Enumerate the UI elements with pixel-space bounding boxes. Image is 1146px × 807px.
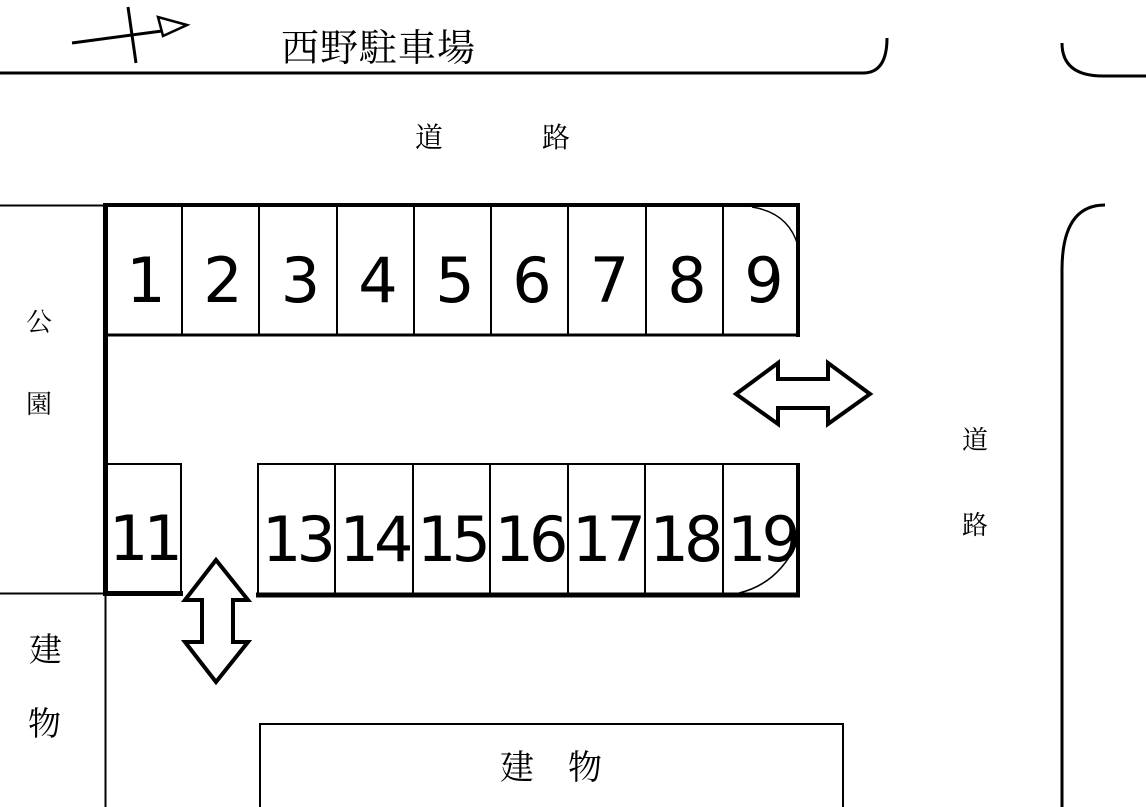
road-label-right-char-2: 路 <box>962 511 989 541</box>
space-number: 19 <box>727 502 796 576</box>
space-number: 3 <box>280 243 316 317</box>
road-label-top-char-2: 路 <box>542 121 571 154</box>
parking-space-11 <box>105 463 182 593</box>
space-number: 18 <box>649 502 719 576</box>
space-number: 9 <box>744 243 779 317</box>
parking-space-3 <box>259 205 337 335</box>
parking-space-5 <box>414 205 491 335</box>
parking-space-18 <box>645 463 723 595</box>
parking-space-16 <box>490 463 568 595</box>
parking-space-13 <box>258 463 335 595</box>
space-number: 8 <box>667 243 702 317</box>
parking-space-7 <box>568 205 646 335</box>
space-number: 14 <box>339 502 409 576</box>
space-number: 2 <box>203 243 238 317</box>
two-way-arrow-vertical-icon <box>185 560 248 682</box>
map-title: 西野駐車場 <box>281 26 477 70</box>
building-west-label-char-2: 物 <box>28 704 61 743</box>
space-number: 7 <box>589 243 625 317</box>
space-number: 6 <box>512 243 547 317</box>
parking-space-14 <box>335 463 413 595</box>
parking-space-2 <box>182 205 259 335</box>
park-label-char-2: 園 <box>26 390 53 420</box>
parking-space-19 <box>723 463 800 595</box>
space-number: 17 <box>572 502 641 576</box>
space-number: 1 <box>126 243 161 317</box>
space-number: 11 <box>109 501 178 575</box>
parking-space-15 <box>413 463 490 595</box>
parking-space-9 <box>723 205 800 335</box>
space-number: 16 <box>494 502 564 576</box>
parking-space-4 <box>337 205 414 335</box>
space-number: 13 <box>262 502 331 576</box>
road-label-top-char-1: 道 <box>415 121 444 154</box>
space-number: 5 <box>435 243 470 317</box>
building-south-label: 建 物 <box>500 748 602 788</box>
parking-space-1 <box>105 205 182 335</box>
road-label-right-char-1: 道 <box>962 426 989 456</box>
park-label-char-1: 公 <box>26 308 53 338</box>
space-number: 15 <box>417 502 486 576</box>
two-way-arrow-horizontal-icon <box>736 363 870 424</box>
parking-space-17 <box>568 463 645 595</box>
north-arrow-icon <box>72 7 187 63</box>
parking-space-6 <box>491 205 568 335</box>
space-number: 4 <box>358 243 393 317</box>
road-edge-right <box>1062 43 1146 807</box>
parking-space-8 <box>646 205 723 335</box>
building-west-label-char-1: 建 <box>29 630 62 669</box>
